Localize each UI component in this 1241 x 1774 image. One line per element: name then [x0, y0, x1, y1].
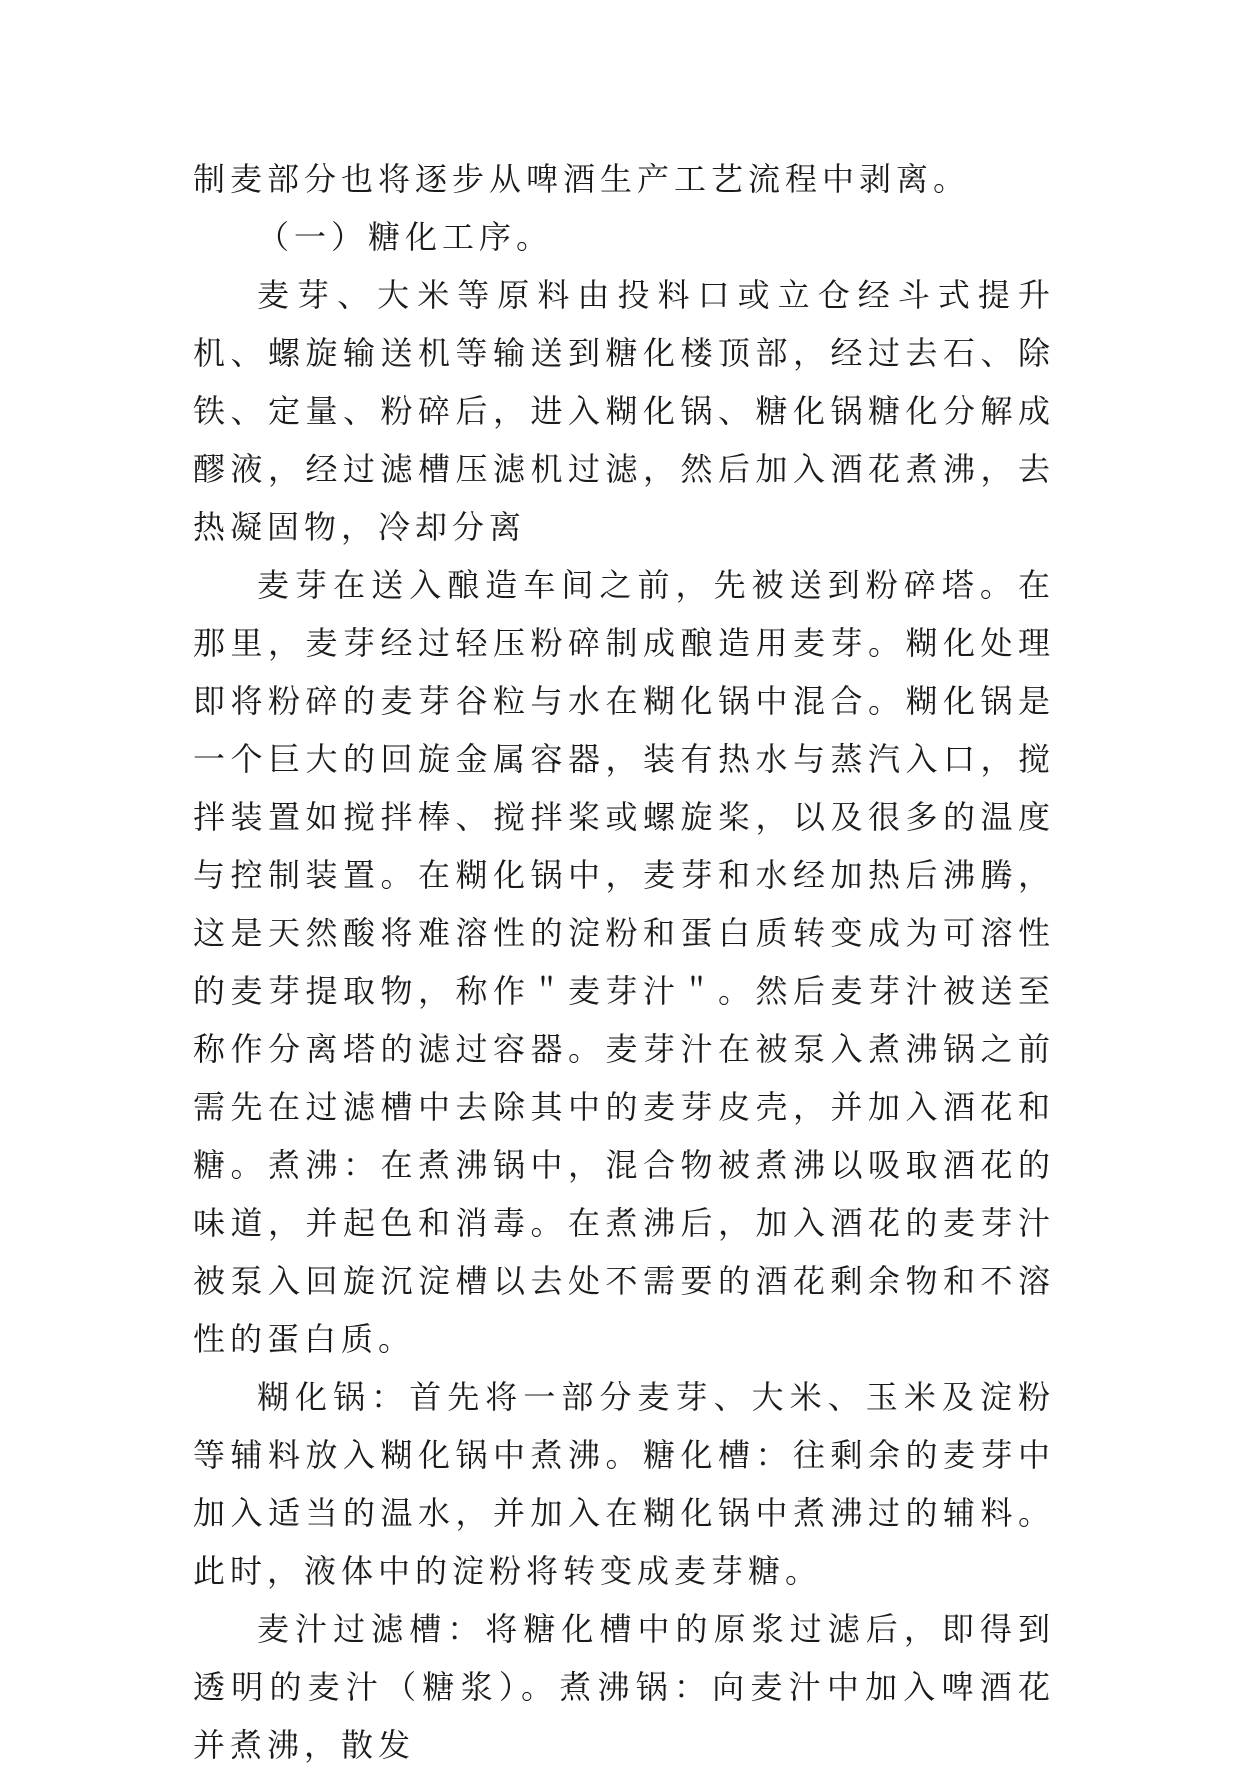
- paragraph-raw-material-transport: 麦芽、大米等原料由投料口或立仓经斗式提升机、螺旋输送机等输送到糖化楼顶部，经过去石、除铁、定量、粉碎后，进入糊化锅、糖化锅糖化分解成醪液，经过滤槽压滤机过滤，然后加入酒花煮沸，去热凝固物，冷却分离: [193, 276, 1055, 546]
- document-body: [193, 150, 1055, 1774]
- section-heading: （一）糖化工序。: [257, 218, 554, 256]
- paragraph-lauter-tun: 麦汁过滤槽：将糖化槽中的原浆过滤后，即得到透明的麦汁（糖浆）。煮沸锅：向麦汁中加入啤酒花并煮沸，散发: [193, 1610, 1055, 1764]
- paragraph-continuation: 制麦部分也将逐步从啤酒生产工艺流程中剥离。: [193, 160, 971, 198]
- paragraph-mash-cooker: 糊化锅：首先将一部分麦芽、大米、玉米及淀粉等辅料放入糊化锅中煮沸。糖化槽：往剩余的麦芽中加入适当的温水，并加入在糊化锅中煮沸过的辅料。此时，液体中的淀粉将转变成麦芽糖。: [193, 1378, 1055, 1590]
- paragraph-mashing-process: 麦芽在送入酿造车间之前，先被送到粉碎塔。在那里，麦芽经过轻压粉碎制成酿造用麦芽。糊化处理即将粉碎的麦芽谷粒与水在糊化锅中混合。糊化锅是一个巨大的回旋金属容器，装有热水与蒸汽入口，搅拌装置如搅拌棒、搅拌桨或螺旋桨，以及很多的温度与控制装置。在糊化锅中，麦芽和水经加热后沸腾，这是天然酸将难溶性的淀粉和蛋白质转变成为可溶性的麦芽提取物，称作＂麦芽汁＂。然后麦芽汁被送至称作分离塔的滤过容器。麦芽汁在被泵入煮沸锅之前需先在过滤槽中去除其中的麦芽皮壳，并加入酒花和糖。煮沸：在煮沸锅中，混合物被煮沸以吸取酒花的味道，并起色和消毒。在煮沸后，加入酒花的麦芽汁被泵入回旋沉淀槽以去处不需要的酒花剩余物和不溶性的蛋白质。: [193, 566, 1055, 1358]
